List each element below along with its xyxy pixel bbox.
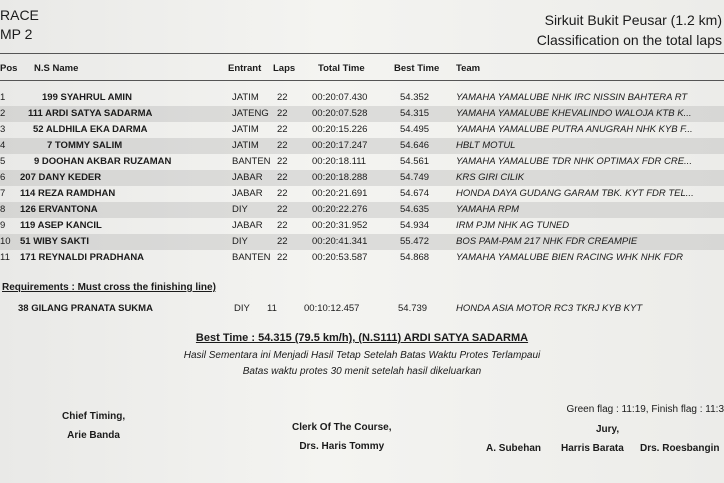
team-cell: YAMAHA YAMALUBE TDR NHK OPTIMAX FDR CRE...: [456, 156, 692, 167]
col-best-time: Best Time: [394, 63, 440, 74]
best-time-cell: 55.472: [400, 236, 430, 247]
table-row: [0, 218, 724, 234]
col-laps: Laps: [273, 63, 296, 74]
table-top-rule: [0, 80, 724, 81]
rider-name: 38 GILANG PRANATA SUKMA: [18, 303, 153, 314]
rider-name: 51 WIBY SAKTI: [20, 236, 89, 247]
flag-times: Green flag : 11:19, Finish flag : 11:3: [566, 404, 724, 415]
entrant-cell: BANTEN: [232, 252, 271, 263]
pos-cell: 4: [0, 140, 6, 151]
table-row: [0, 170, 724, 186]
team-cell: HONDA DAYA GUDANG GARAM TBK. KYT FDR TEL...: [456, 188, 694, 199]
best-time-cell: 54.315: [400, 108, 430, 119]
table-row: [0, 154, 724, 170]
total-time-cell: 00:20:18.111: [312, 156, 367, 167]
total-time-cell: 00:20:41.341: [312, 236, 368, 247]
laps-cell: 22: [277, 220, 288, 231]
best-time-cell: 54.868: [400, 252, 430, 263]
entrant-cell: JATIM: [232, 140, 259, 151]
laps-cell: 22: [277, 140, 288, 151]
col-entrant: Entrant: [228, 63, 262, 74]
rider-name: 111 ARDI SATYA SADARMA: [28, 108, 153, 119]
total-time-cell: 00:20:31.952: [312, 220, 368, 231]
chief-timing-name: Arie Banda: [67, 430, 120, 441]
best-time-cell: 54.934: [400, 220, 430, 231]
total-time-cell: 00:20:22.276: [312, 204, 368, 215]
pos-cell: 6: [0, 172, 6, 183]
entrant-cell: DIY: [232, 204, 248, 215]
rider-name: 119 ASEP KANCIL: [20, 220, 102, 231]
total-time-cell: 00:20:15.226: [312, 124, 368, 135]
laps-cell: 22: [277, 156, 288, 167]
pos-cell: 1: [0, 92, 6, 103]
team-cell: IRM PJM NHK AG TUNED: [456, 220, 570, 231]
entrant-cell: JATENG: [232, 108, 269, 119]
entrant-cell: JABAR: [232, 172, 263, 183]
team-cell: HBLT MOTUL: [456, 140, 516, 151]
best-time-cell: 54.739: [398, 303, 428, 314]
rider-name: 199 SYAHRUL AMIN: [42, 92, 132, 103]
session-label: MP 2: [0, 26, 33, 42]
rider-name: 7 TOMMY SALIM: [47, 140, 123, 151]
best-time-cell: 54.635: [400, 204, 430, 215]
clerk-signature: [292, 418, 391, 456]
jury-title: Jury,: [596, 424, 620, 435]
best-time-cell: 54.674: [400, 188, 430, 199]
total-time-cell: 00:10:12.457: [304, 303, 360, 314]
best-time-cell: 54.561: [400, 156, 430, 167]
table-row: [0, 138, 724, 154]
total-time-cell: 00:20:07.528: [312, 108, 368, 119]
jury-member-2: Harris Barata: [561, 443, 624, 454]
classification-subtitle: Classification on the total laps: [536, 32, 722, 48]
circuit-heading: [537, 10, 722, 50]
team-cell: YAMAHA YAMALUBE PUTRA ANUGRAH NHK KYB F...: [456, 124, 693, 135]
laps-cell: 11: [267, 303, 277, 314]
race-label: RACE: [0, 7, 39, 23]
table-row: [0, 234, 724, 250]
team-cell: YAMAHA YAMALUBE KHEVALINDO WALOJA KTB K...: [456, 108, 692, 119]
laps-cell: 22: [277, 92, 288, 103]
provisional-note: Hasil Sementara ini Menjadi Hasil Tetap Setelah Batas Waktu Protes Terlampaui: [183, 350, 541, 361]
total-time-cell: 00:20:53.587: [312, 252, 368, 263]
team-cell: YAMAHA YAMALUBE BIEN RACING WHK NHK FDR: [456, 252, 683, 263]
pos-cell: 10: [0, 236, 11, 247]
pos-cell: 2: [0, 108, 6, 119]
team-cell: YAMAHA RPM: [456, 204, 519, 215]
total-time-cell: 00:20:18.288: [312, 172, 368, 183]
table-row: [0, 202, 724, 218]
rider-name: 9 DOOHAN AKBAR RUZAMAN: [34, 156, 172, 167]
total-time-cell: 00:20:21.691: [312, 188, 368, 199]
entrant-cell: DIY: [232, 236, 248, 247]
pos-cell: 9: [0, 220, 6, 231]
laps-cell: 22: [277, 124, 288, 135]
rider-name: 207 DANY KEDER: [20, 172, 102, 183]
table-row: [0, 90, 724, 106]
col-ns-name: N.S Name: [34, 63, 79, 74]
rider-name: 114 REZA RAMDHAN: [20, 188, 116, 199]
col-total-time: Total Time: [318, 63, 365, 74]
table-row: [0, 122, 724, 138]
best-time-cell: 54.749: [400, 172, 430, 183]
laps-cell: 22: [277, 108, 288, 119]
jury-member-3: Drs. Roesbangin: [640, 443, 720, 454]
entrant-cell: BANTEN: [232, 156, 271, 167]
pos-cell: 8: [0, 204, 6, 215]
jury-member-1: A. Subehan: [486, 443, 542, 454]
entrant-cell: JABAR: [232, 220, 263, 231]
col-team: Team: [456, 63, 481, 74]
circuit-name: Sirkuit Bukit Peusar (1.2 km): [544, 12, 722, 28]
pos-cell: 7: [0, 188, 6, 199]
table-row: [0, 106, 724, 122]
entrant-cell: JATIM: [232, 124, 259, 135]
total-time-cell: 00:20:17.247: [312, 140, 368, 151]
laps-cell: 22: [277, 172, 288, 183]
pos-cell: 5: [0, 156, 6, 167]
laps-cell: 22: [277, 204, 288, 215]
rider-name: 126 ERVANTONA: [20, 204, 98, 215]
table-row: [0, 186, 724, 202]
team-cell: HONDA ASIA MOTOR RC3 TKRJ KYB KYT: [456, 303, 643, 314]
laps-cell: 22: [277, 252, 288, 263]
table-row: [0, 250, 724, 266]
team-cell: YAMAHA YAMALUBE NHK IRC NISSIN BAHTERA RT: [456, 92, 688, 103]
entrant-cell: JATIM: [232, 92, 259, 103]
pos-cell: 3: [0, 124, 6, 135]
best-time-cell: 54.352: [400, 92, 430, 103]
laps-cell: 22: [277, 236, 288, 247]
laps-cell: 22: [277, 188, 288, 199]
protest-note: Batas waktu protes 30 menit setelah hasil dikeluarkan: [242, 366, 482, 377]
best-time-summary: Best Time : 54.315 (79.5 km/h), (N.S111) ARDI SATYA SADARMA: [195, 332, 529, 344]
total-time-cell: 00:20:07.430: [312, 92, 368, 103]
race-heading: [0, 6, 39, 44]
best-time-cell: 54.646: [400, 140, 430, 151]
chief-timing-title: Chief Timing,: [62, 411, 126, 422]
chief-timing-signature: [62, 407, 125, 445]
requirements-title: Requirements : Must cross the finishing line): [2, 282, 216, 293]
rider-name: 52 ALDHILA EKA DARMA: [33, 124, 148, 135]
header-divider: [0, 53, 724, 54]
clerk-name: Drs. Haris Tommy: [299, 441, 385, 452]
team-cell: BOS PAM-PAM 217 NHK FDR CREAMPIE: [456, 236, 638, 247]
col-pos: Pos: [0, 63, 18, 74]
entrant-cell: JABAR: [232, 188, 263, 199]
non-classified-row: [0, 301, 724, 317]
clerk-title: Clerk Of The Course,: [292, 422, 392, 433]
pos-cell: 11: [0, 252, 10, 263]
best-time-cell: 54.495: [400, 124, 430, 135]
rider-name: 171 REYNALDI PRADHANA: [20, 252, 145, 263]
entrant-cell: DIY: [234, 303, 250, 314]
team-cell: KRS GIRI CILIK: [456, 172, 525, 183]
